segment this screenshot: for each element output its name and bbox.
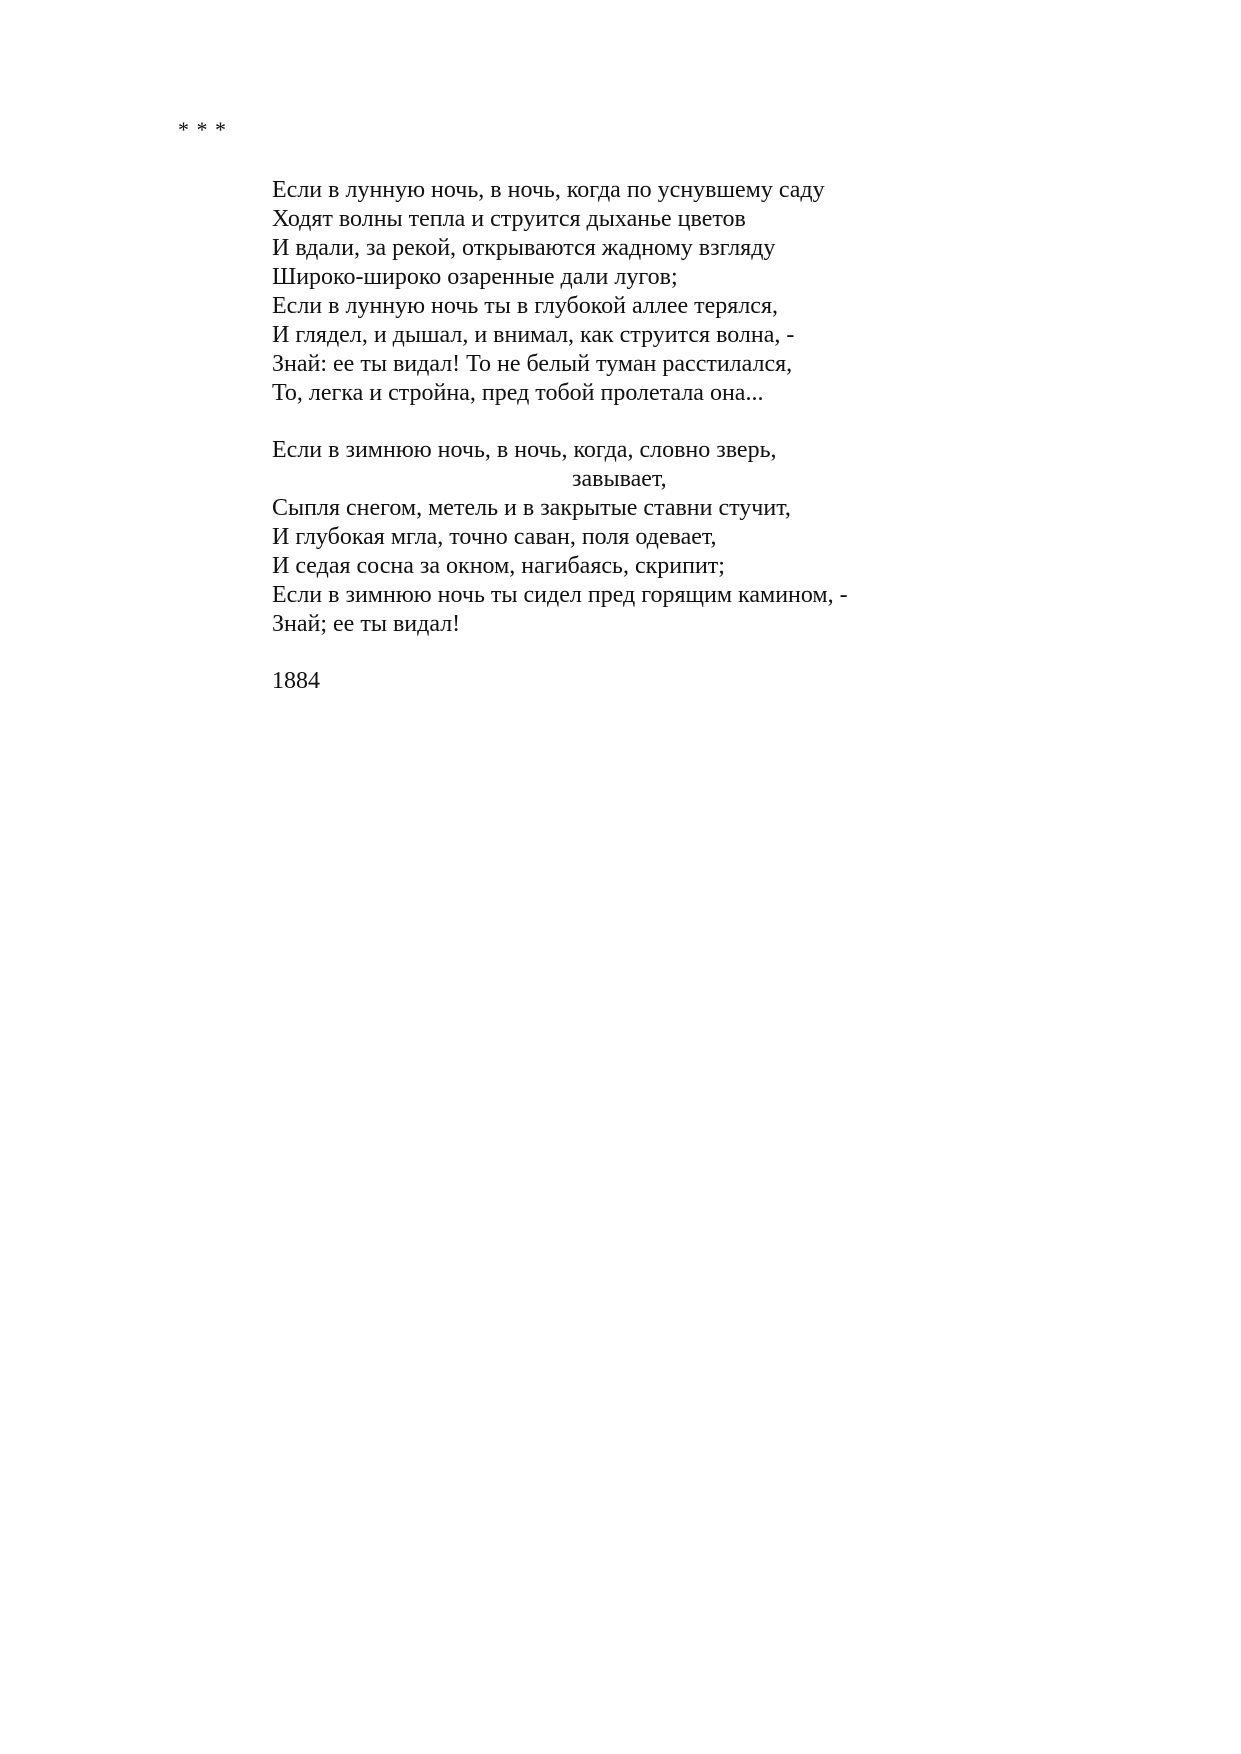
stanza-2 [272,436,1072,639]
poem-line: И седая сосна за окном, нагибаясь, скрипит; [272,553,725,579]
poem-body [272,176,1072,696]
poem-line: То, легка и стройна, пред тобой пролетала она... [272,380,764,406]
stanza-1 [272,176,1072,408]
poem-line: И глубокая мгла, точно саван, поля одевает, [272,524,717,550]
poem-line: Если в зимнюю ночь ты сидел пред горящим камином, - [272,582,848,608]
poem-line: И глядел, и дышал, и внимал, как струится волна, - [272,322,795,348]
poem-line: Знай; ее ты видал! [272,611,461,637]
poem-line-continuation: завывает, [572,466,667,492]
poem-line: Если в зимнюю ночь, в ночь, когда, словно зверь, [272,437,777,463]
poem-line: Широко-широко озаренные дали лугов; [272,264,678,290]
poem-year: 1884 [272,668,320,694]
poem-line: И вдали, за рекой, открываются жадному взгляду [272,235,776,261]
poem-line: Сыпля снегом, метель и в закрытые ставни стучит, [272,495,791,521]
poem-line: Если в лунную ночь ты в глубокой аллее терялся, [272,293,778,319]
poem-line: Если в лунную ночь, в ночь, когда по уснувшему саду [272,177,825,203]
poem-line: Знай: ее ты видал! То не белый туман расстилался, [272,351,793,377]
poem-line: Ходят волны тепла и струится дыханье цветов [272,206,746,232]
section-separator: * * * [178,117,227,142]
